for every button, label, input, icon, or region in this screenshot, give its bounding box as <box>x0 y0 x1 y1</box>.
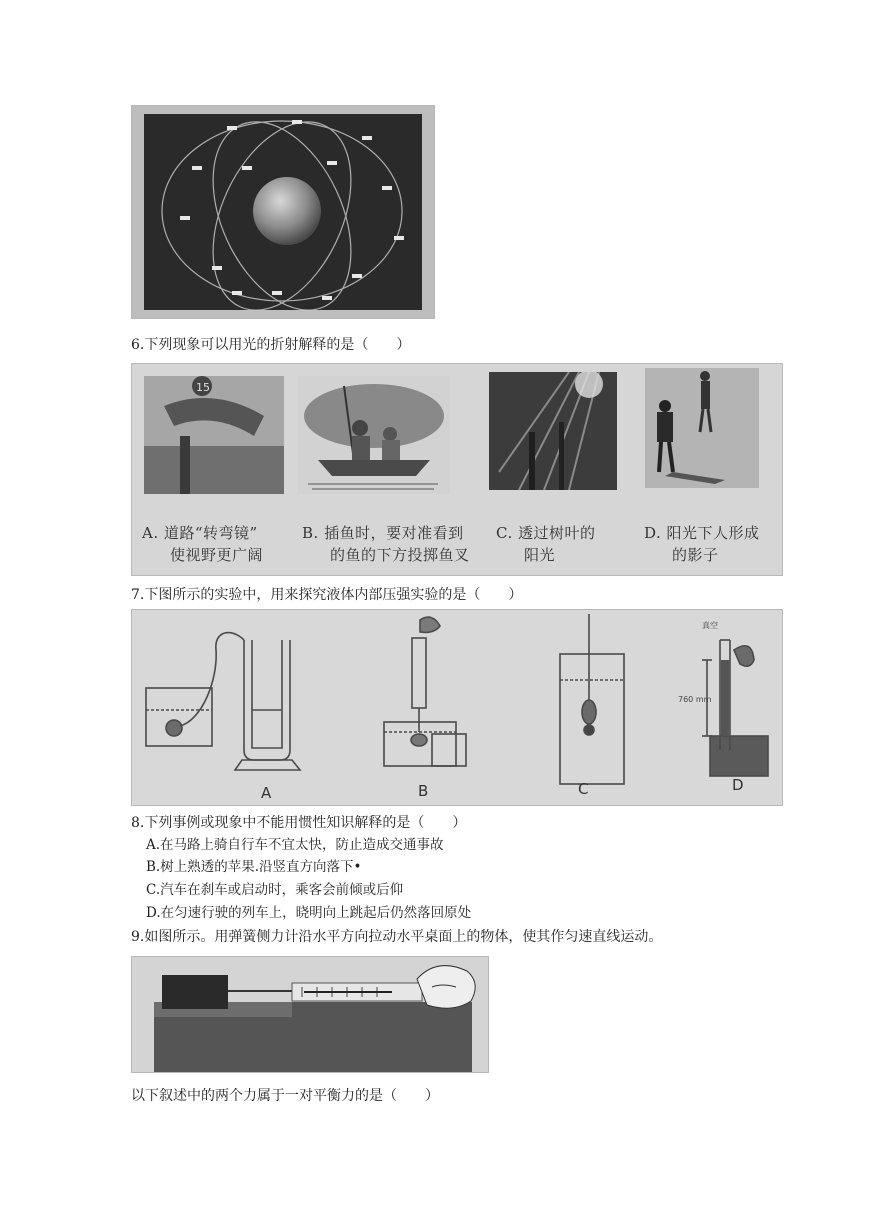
question-6-figure-strip <box>131 363 783 576</box>
satellite-orbit-figure <box>131 105 435 319</box>
option-d-caption: D. 阳光下人形成 的影子 <box>644 524 760 564</box>
question-8-option-b[interactable]: B.树上熟透的苹果.沿竖直方向落下• <box>146 859 362 875</box>
option-a-caption: A. 道路“转弯镜” 使视野更广阔 <box>142 524 264 564</box>
question-6-stem: 6.下列现象可以用光的折射解释的是（ ） <box>131 337 411 353</box>
torricelli-vacuum-label: 真空 <box>702 621 718 630</box>
speed-sign-text: 15 <box>196 381 210 394</box>
question-9-spring-scale-figure <box>131 956 489 1073</box>
option-a-mirror-photo <box>144 376 284 494</box>
question-7-figure-strip <box>131 609 783 806</box>
question-8-stem: 8.下列事例或现象中不能用惯性知识解释的是（ ） <box>131 815 467 831</box>
option-d-shadow-photo <box>645 368 759 488</box>
question-8-option-c[interactable]: C.汽车在刹车或启动时，乘客会前倾或后仰 <box>146 882 404 898</box>
question-7-stem: 7.下图所示的实验中，用来探究液体内部压强实验的是（ ） <box>131 587 523 603</box>
question-8-option-a[interactable]: A.在马路上骑自行车不宜太快，防止造成交通事故 <box>146 837 444 853</box>
option-b-fishing-photo <box>298 376 450 494</box>
question-8-option-d[interactable]: D.在匀速行驶的列车上，晓明向上跳起后仍然落回原处 <box>146 905 472 921</box>
option-c-sunlight-photo <box>489 372 617 490</box>
figure-label-a: A <box>261 784 272 802</box>
torricelli-height-label: 760 mm <box>678 695 712 704</box>
figure-label-c: C <box>578 780 589 798</box>
figure-label-d: D <box>732 776 744 794</box>
figure-label-b: B <box>418 782 429 800</box>
option-c-caption: C. 透过树叶的 阳光 <box>496 524 596 564</box>
question-9-stem: 9.如图所示。用弹簧侧力计沿水平方向拉动水平桌面上的物体，使其作匀速直线运动。 <box>131 929 663 945</box>
question-9-follow-up: 以下叙述中的两个力属于一对平衡力的是（ ） <box>131 1088 439 1104</box>
option-b-caption: B. 插鱼时，要对准看到 的鱼的下方投掷鱼叉 <box>302 524 470 564</box>
